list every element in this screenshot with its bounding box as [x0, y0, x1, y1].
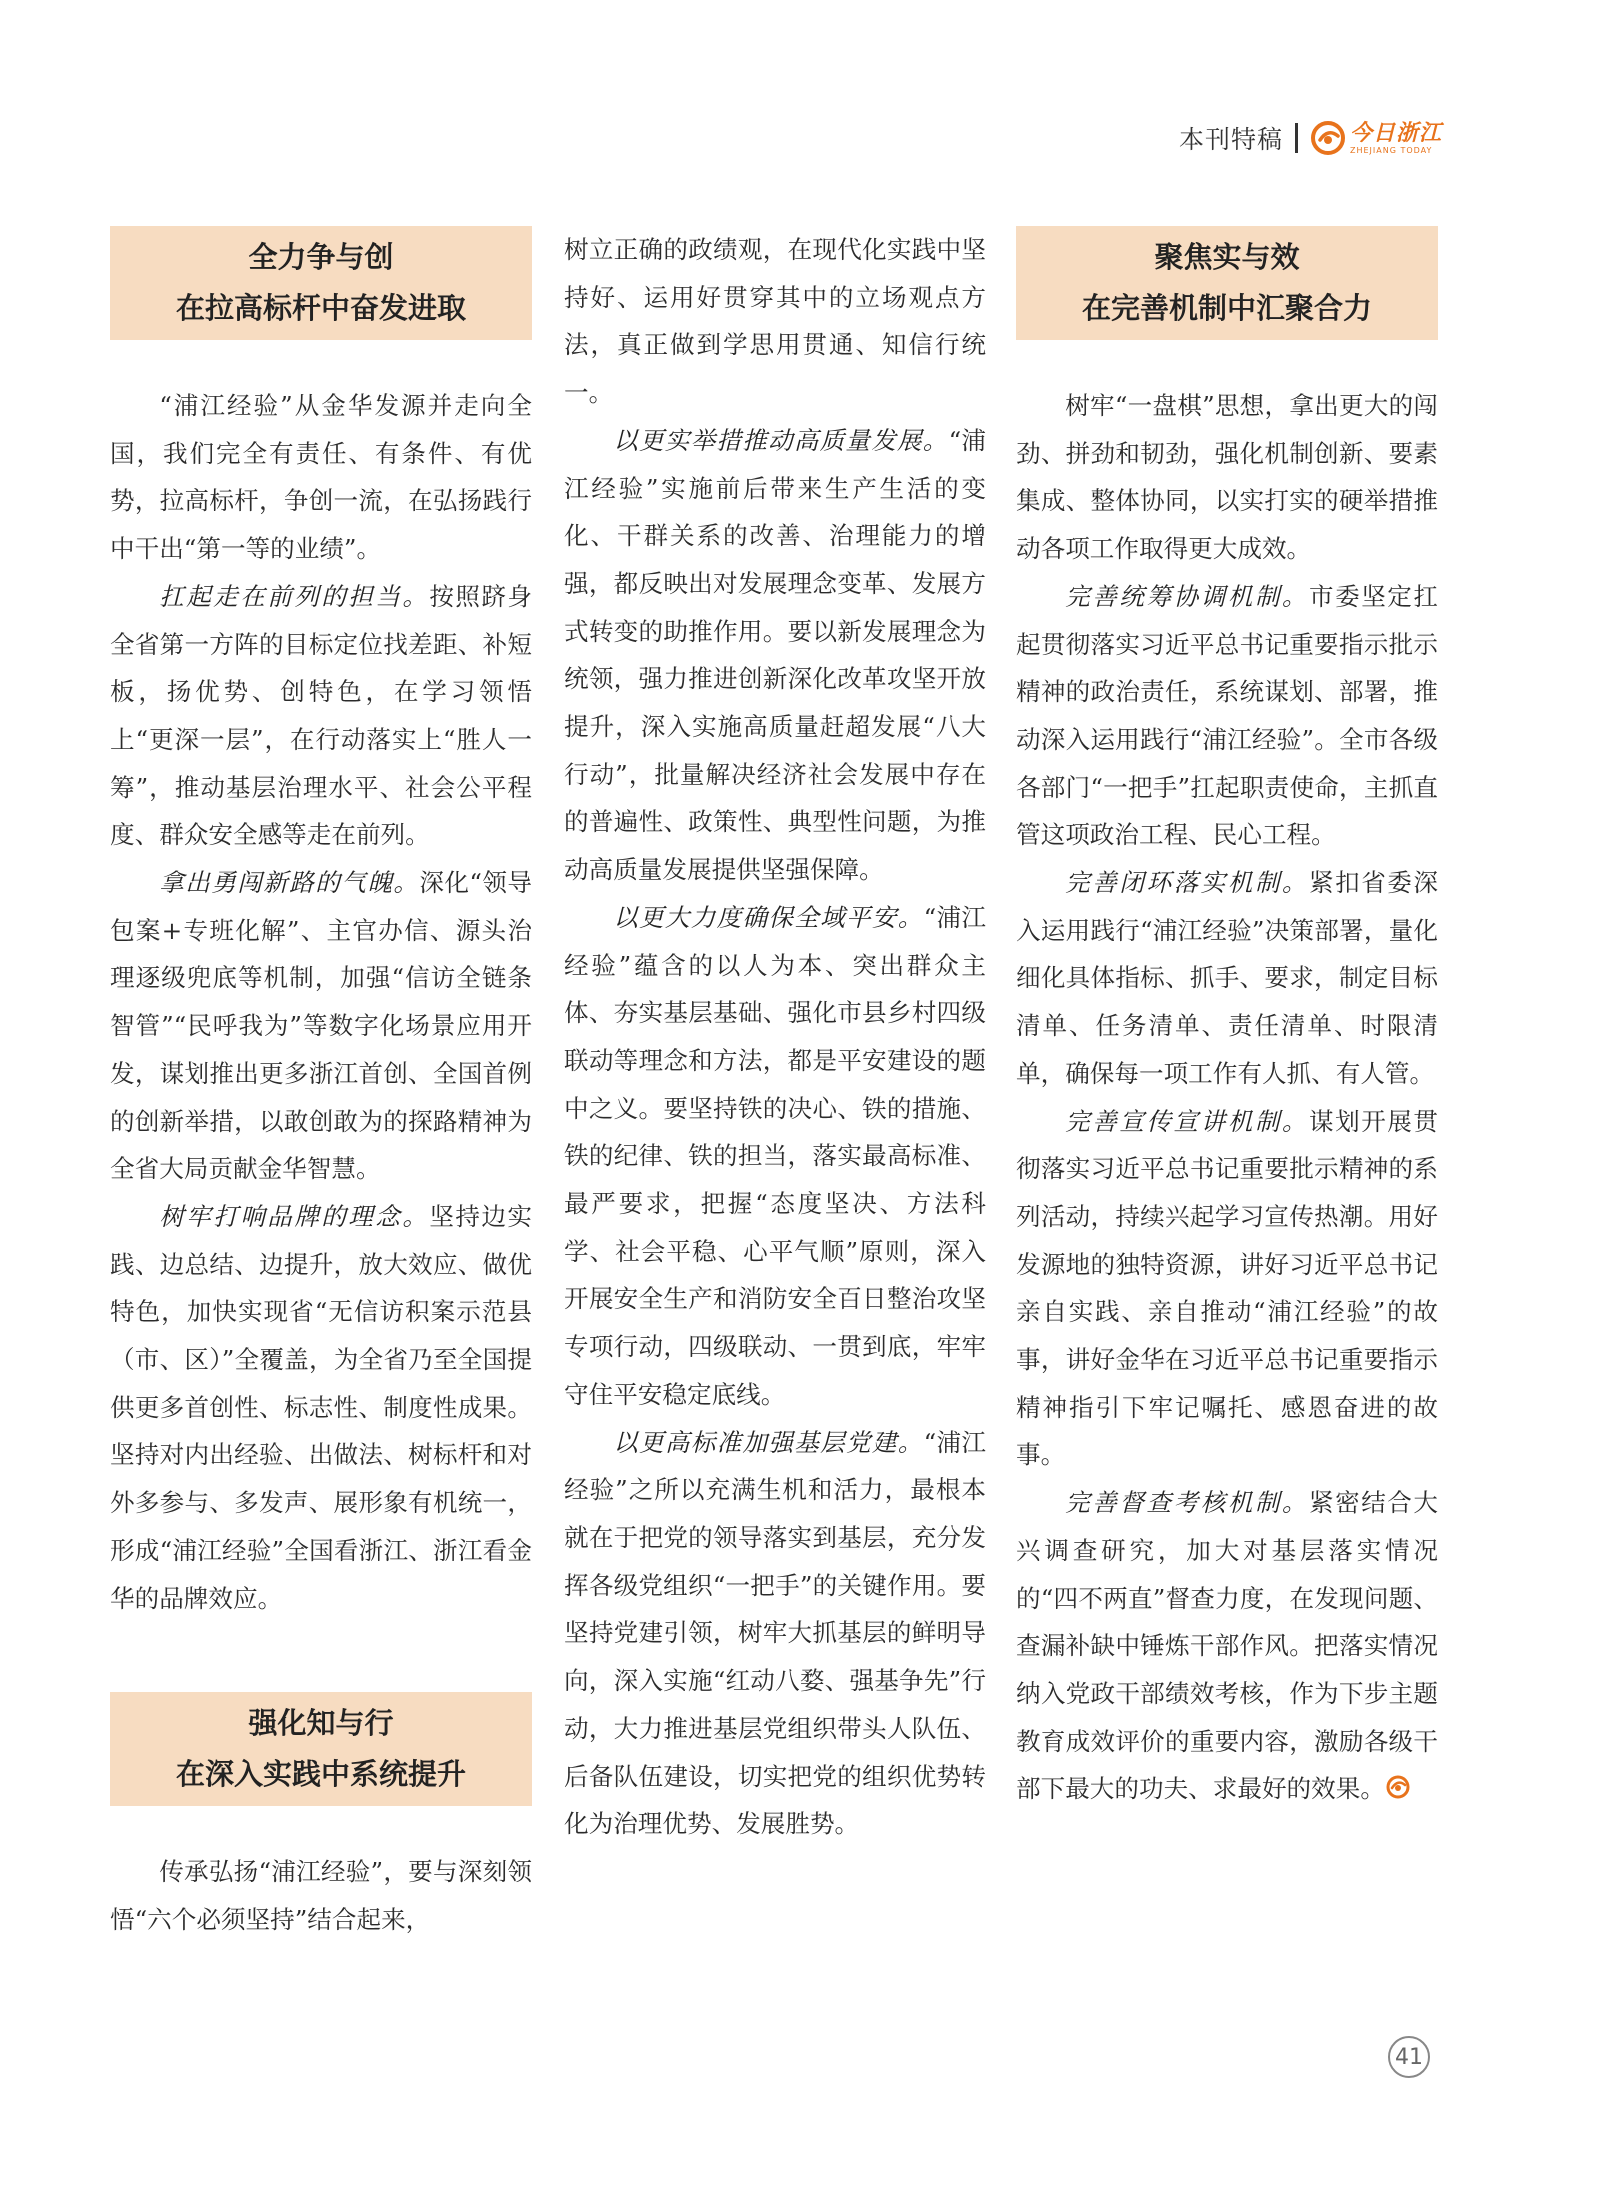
brand-name: 今日浙江	[1349, 119, 1442, 146]
paragraph: 传承弘扬“浦江经验”，要与深刻领悟“六个必须坚持”结合起来，	[110, 1857, 532, 1934]
brand-logo	[1310, 120, 1442, 156]
header-divider	[1295, 123, 1298, 153]
heading-1-line-1: 全力争与创	[248, 240, 394, 274]
paragraph	[564, 894, 986, 1419]
paragraph	[110, 573, 532, 859]
paragraph	[110, 1193, 532, 1622]
heading-1-line-2: 在拉高标杆中奋发进取	[175, 291, 466, 325]
paragraph-lead: 完善督查考核机制。	[1065, 1488, 1310, 1518]
paragraph-lead: 扛起走在前列的担当。	[159, 581, 430, 611]
paragraph-text: 紧密结合大兴调查研究，加大对基层落实情况的“四不两直”督查力度，在发现问题、查漏补缺中锤炼干部作风。把落实情况纳入党政干部绩效考核，作为下步主题教育成效评价的重要内容，激励各级干部下最大的功夫、求最好的效果。	[1016, 1488, 1438, 1804]
column-3	[1016, 226, 1438, 1813]
heading-box-1	[110, 226, 532, 340]
page-number: 41	[1388, 2036, 1430, 2078]
end-mark-icon	[1385, 1774, 1411, 1800]
paragraph-text: 谋划开展贯彻落实习近平总书记重要批示精神的系列活动，持续兴起学习宣传热潮。用好发源地的独特资源，讲好习近平总书记亲自实践、亲自推动“浦江经验”的故事，讲好金华在习近平总书记重要指示精神指引下牢记嘱托、感恩奋进的故事。	[1016, 1106, 1438, 1470]
paragraph: “浦江经验”从金华发源并走向全国，我们完全有责任、有条件、有优势，拉高标杆，争创一流，在弘扬践行中干出“第一等的业绩”。	[110, 391, 532, 564]
paragraph-lead: 以更高标准加强基层党建。	[613, 1427, 924, 1457]
heading-3-line-1: 聚焦实与效	[1154, 240, 1300, 274]
heading-2-line-1: 强化知与行	[248, 1706, 394, 1741]
heading-2-line-2: 在深入实践中系统提升	[175, 1757, 466, 1792]
paragraph-lead: 树牢打响品牌的理念。	[159, 1201, 430, 1231]
heading-box-3	[1016, 226, 1438, 340]
paragraph-text: 按照跻身全省第一方阵的目标定位找差距、补短板，扬优势、创特色，在学习领悟上“更深一层”，在行动落实上“胜人一筹”，推动基层治理水平、社会公平程度、群众安全感等走在前列。	[110, 581, 532, 850]
paragraph-lead: 拿出勇闯新路的气魄。	[159, 868, 420, 898]
paragraph-text: “浦江经验”之所以充满生机和活力，最根本就在于把党的领导落实到基层，充分发挥各级党组织“一把手”的关键作用。要坚持党建引领，树牢大抓基层的鲜明导向，深入实施“红动八婺、强基争先”行动，大力推进基层党组织带头人队伍、后备队伍建设，切实把党的组织优势转化为治理优势、发展胜势。	[564, 1427, 986, 1839]
heading-3-line-2: 在完善机制中汇聚合力	[1081, 291, 1372, 325]
paragraph-text: “浦江经验”蕴含的以人为本、突出群众主体、夯实基层基础、强化市县乡村四级联动等理念和方法，都是平安建设的题中之义。要坚持铁的决心、铁的措施、铁的纪律、铁的担当，落实最高标准、最严要求，把握“态度坚决、方法科学、社会平稳、心平气顺”原则，深入开展安全生产和消防安全百日整治攻坚专项行动，四级联动、一贯到底，牢牢守住平安稳定底线。	[564, 902, 986, 1409]
paragraph-lead: 完善统筹协调机制。	[1065, 581, 1310, 611]
paragraph	[110, 859, 532, 1193]
paragraph-lead: 完善宣传宣讲机制。	[1065, 1106, 1310, 1136]
paragraph-text: “浦江经验”实施前后带来生产生活的变化、干群关系的改善、治理能力的增强，都反映出对发展理念变革、发展方式转变的助推作用。要以新发展理念为统领，强力推进创新深化改革攻坚开放提升，深入实施高质量赶超发展“八大行动”，批量解决经济社会发展中存在的普遍性、政策性、典型性问题，为推动高质量发展提供坚强保障。	[564, 425, 986, 885]
paragraph-text: 深化“领导包案+专班化解”、主官办信、源头治理逐级兜底等机制，加强“信访全链条智管”“民呼我为”等数字化场景应用开发，谋划推出更多浙江首创、全国首例的创新举措，以敢创敢为的探路精神为全省大局贡献金华智慧。	[110, 868, 532, 1184]
brand-logo-icon	[1310, 120, 1346, 156]
paragraph: 树立正确的政绩观，在现代化实践中坚持好、运用好贯穿其中的立场观点方法，真正做到学思用贯通、知信行统一。	[564, 235, 986, 408]
paragraph-text: 坚持边实践、边总结、边提升，放大效应、做优特色，加快实现省“无信访积案示范县（市、区）”全覆盖，为全省乃至全国提供更多首创性、标志性、制度性成果。坚持对内出经验、出做法、树标杆和对外多参与、多发声、展形象有机统一，形成“浦江经验”全国看浙江、浙江看金华的品牌效应。	[110, 1201, 532, 1613]
paragraph	[564, 417, 986, 894]
paragraph-lead: 以更实举措推动高质量发展。	[613, 425, 949, 455]
paragraph-text: 紧扣省委深入运用践行“浦江经验”决策部署，量化细化具体指标、抓手、要求，制定目标清单、任务清单、责任清单、时限清单，确保每一项工作有人抓、有人管。	[1016, 868, 1438, 1088]
paragraph	[1016, 1479, 1438, 1813]
paragraph	[1016, 573, 1438, 859]
paragraph-lead: 完善闭环落实机制。	[1065, 868, 1310, 898]
section-label: 本刊特稿	[1178, 125, 1283, 154]
paragraph-text: 市委坚定扛起贯彻落实习近平总书记重要指示批示精神的政治责任，系统谋划、部署，推动深入运用践行“浦江经验”。全市各级各部门“一把手”扛起职责使命，主抓直管这项政治工程、民心工程。	[1016, 581, 1438, 850]
paragraph	[1016, 859, 1438, 1098]
page-header	[1179, 116, 1442, 160]
column-2	[564, 226, 986, 1848]
heading-box-2	[110, 1692, 532, 1806]
paragraph	[564, 1419, 986, 1848]
paragraph: 树牢“一盘棋”思想，拿出更大的闯劲、拼劲和韧劲，强化机制创新、要素集成、整体协同，以实打实的硬举措推动各项工作取得更大成效。	[1016, 391, 1438, 564]
column-1	[110, 226, 532, 1944]
brand-english: ZHEJIANG TODAY	[1349, 145, 1433, 155]
paragraph	[1016, 1098, 1438, 1480]
paragraph-lead: 以更大力度确保全域平安。	[613, 902, 924, 932]
